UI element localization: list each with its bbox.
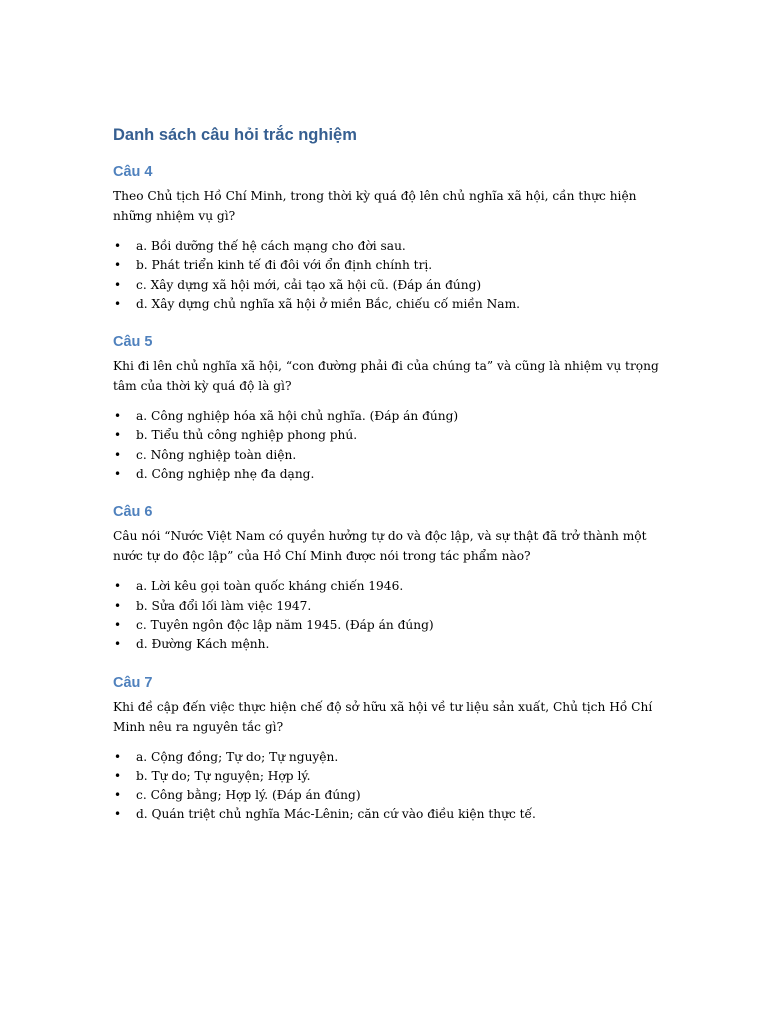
bullet-icon: • <box>114 467 122 482</box>
answer-option <box>113 407 673 426</box>
bullet-icon: • <box>114 277 122 292</box>
answer-option-text: a. Bồi dưỡng thế hệ cách mạng cho đời sau. <box>136 239 406 253</box>
bullet-icon: • <box>114 296 122 311</box>
question-list <box>113 162 673 825</box>
question-text: Theo Chủ tịch Hồ Chí Minh, trong thời kỳ quá độ lên chủ nghĩa xã hội, cần thực hiện những nhiệm vụ gì? <box>113 189 637 223</box>
answer-options <box>113 748 673 825</box>
answer-option-text: d. Công nghiệp nhẹ đa dạng. <box>136 467 315 482</box>
answer-option <box>113 597 673 616</box>
question-block <box>113 332 673 484</box>
question-block <box>113 502 673 654</box>
answer-option <box>113 276 673 295</box>
bullet-icon: • <box>114 768 122 783</box>
document-page <box>113 124 673 843</box>
answer-option-text: a. Công nghiệp hóa xã hội chủ nghĩa. (Đáp án đúng) <box>136 409 459 424</box>
question-block <box>113 162 673 314</box>
bullet-icon: • <box>114 239 122 253</box>
answer-option <box>113 616 673 635</box>
answer-option-text: c. Nông nghiệp toàn diện. <box>136 447 297 462</box>
answer-option <box>113 805 673 824</box>
answer-option <box>113 295 673 314</box>
answer-option-text: d. Đường Kách mệnh. <box>136 637 270 652</box>
bullet-icon: • <box>114 428 122 443</box>
document-title: Danh sách câu hỏi trắc nghiệm <box>113 126 357 144</box>
bullet-icon: • <box>114 598 122 613</box>
answer-option-text: b. Sửa đổi lối làm việc 1947. <box>136 598 312 613</box>
answer-options <box>113 577 673 654</box>
answer-option <box>113 237 673 256</box>
answer-option-text: c. Xây dựng xã hội mới, cải tạo xã hội cũ. (Đáp án đúng) <box>136 277 482 292</box>
question-text: Khi đề cập đến việc thực hiện chế độ sở hữu xã hội về tư liệu sản xuất, Chủ tịch Hồ Chí Minh nêu ra nguyên tắc gì? <box>113 699 653 734</box>
answer-option-text: b. Tự do; Tự nguyện; Hợp lý. <box>136 768 311 783</box>
question-heading: Câu 5 <box>113 334 153 351</box>
answer-option-text: d. Quán triệt chủ nghĩa Mác-Lênin; căn cứ vào điều kiện thực tế. <box>136 807 536 822</box>
answer-option-text: b. Tiểu thủ công nghiệp phong phú. <box>136 428 358 443</box>
bullet-icon: • <box>114 617 122 632</box>
question-block <box>113 673 673 825</box>
answer-option-text: b. Phát triển kinh tế đi đôi với ổn định chính trị. <box>136 258 433 273</box>
question-text: Câu nói “Nước Việt Nam có quyền hưởng tự do và độc lập, và sự thật đã trở thành một nước tự do độc lập” của Hồ Chí Minh được nói trong tác phẩm nào? <box>113 529 647 564</box>
bullet-icon: • <box>114 447 122 462</box>
answer-option <box>113 577 673 596</box>
answer-option-text: d. Xây dựng chủ nghĩa xã hội ở miền Bắc, chiếu cố miền Nam. <box>136 296 521 311</box>
answer-option-text: c. Công bằng; Hợp lý. (Đáp án đúng) <box>136 788 361 803</box>
answer-option <box>113 256 673 275</box>
answer-option <box>113 786 673 805</box>
answer-options <box>113 407 673 484</box>
answer-option <box>113 465 673 484</box>
bullet-icon: • <box>114 749 122 764</box>
question-heading: Câu 7 <box>113 674 153 691</box>
answer-option <box>113 446 673 465</box>
question-text: Khi đi lên chủ nghĩa xã hội, “con đường phải đi của chúng ta” và cũng là nhiệm vụ trọng tâm của thời kỳ quá độ là gì? <box>113 359 659 394</box>
answer-option <box>113 635 673 654</box>
bullet-icon: • <box>114 788 122 803</box>
answer-option-text: c. Tuyên ngôn độc lập năm 1945. (Đáp án đúng) <box>136 617 434 632</box>
bullet-icon: • <box>114 579 122 594</box>
bullet-icon: • <box>114 409 122 424</box>
answer-option-text: a. Cộng đồng; Tự do; Tự nguyện. <box>136 749 339 764</box>
answer-option <box>113 748 673 767</box>
bullet-icon: • <box>114 807 122 822</box>
question-heading: Câu 6 <box>113 504 153 521</box>
answer-option <box>113 426 673 445</box>
answer-options <box>113 237 673 314</box>
bullet-icon: • <box>114 637 122 652</box>
question-heading: Câu 4 <box>113 164 153 180</box>
answer-option <box>113 767 673 786</box>
answer-option-text: a. Lời kêu gọi toàn quốc kháng chiến 1946. <box>136 579 404 594</box>
bullet-icon: • <box>114 258 122 273</box>
